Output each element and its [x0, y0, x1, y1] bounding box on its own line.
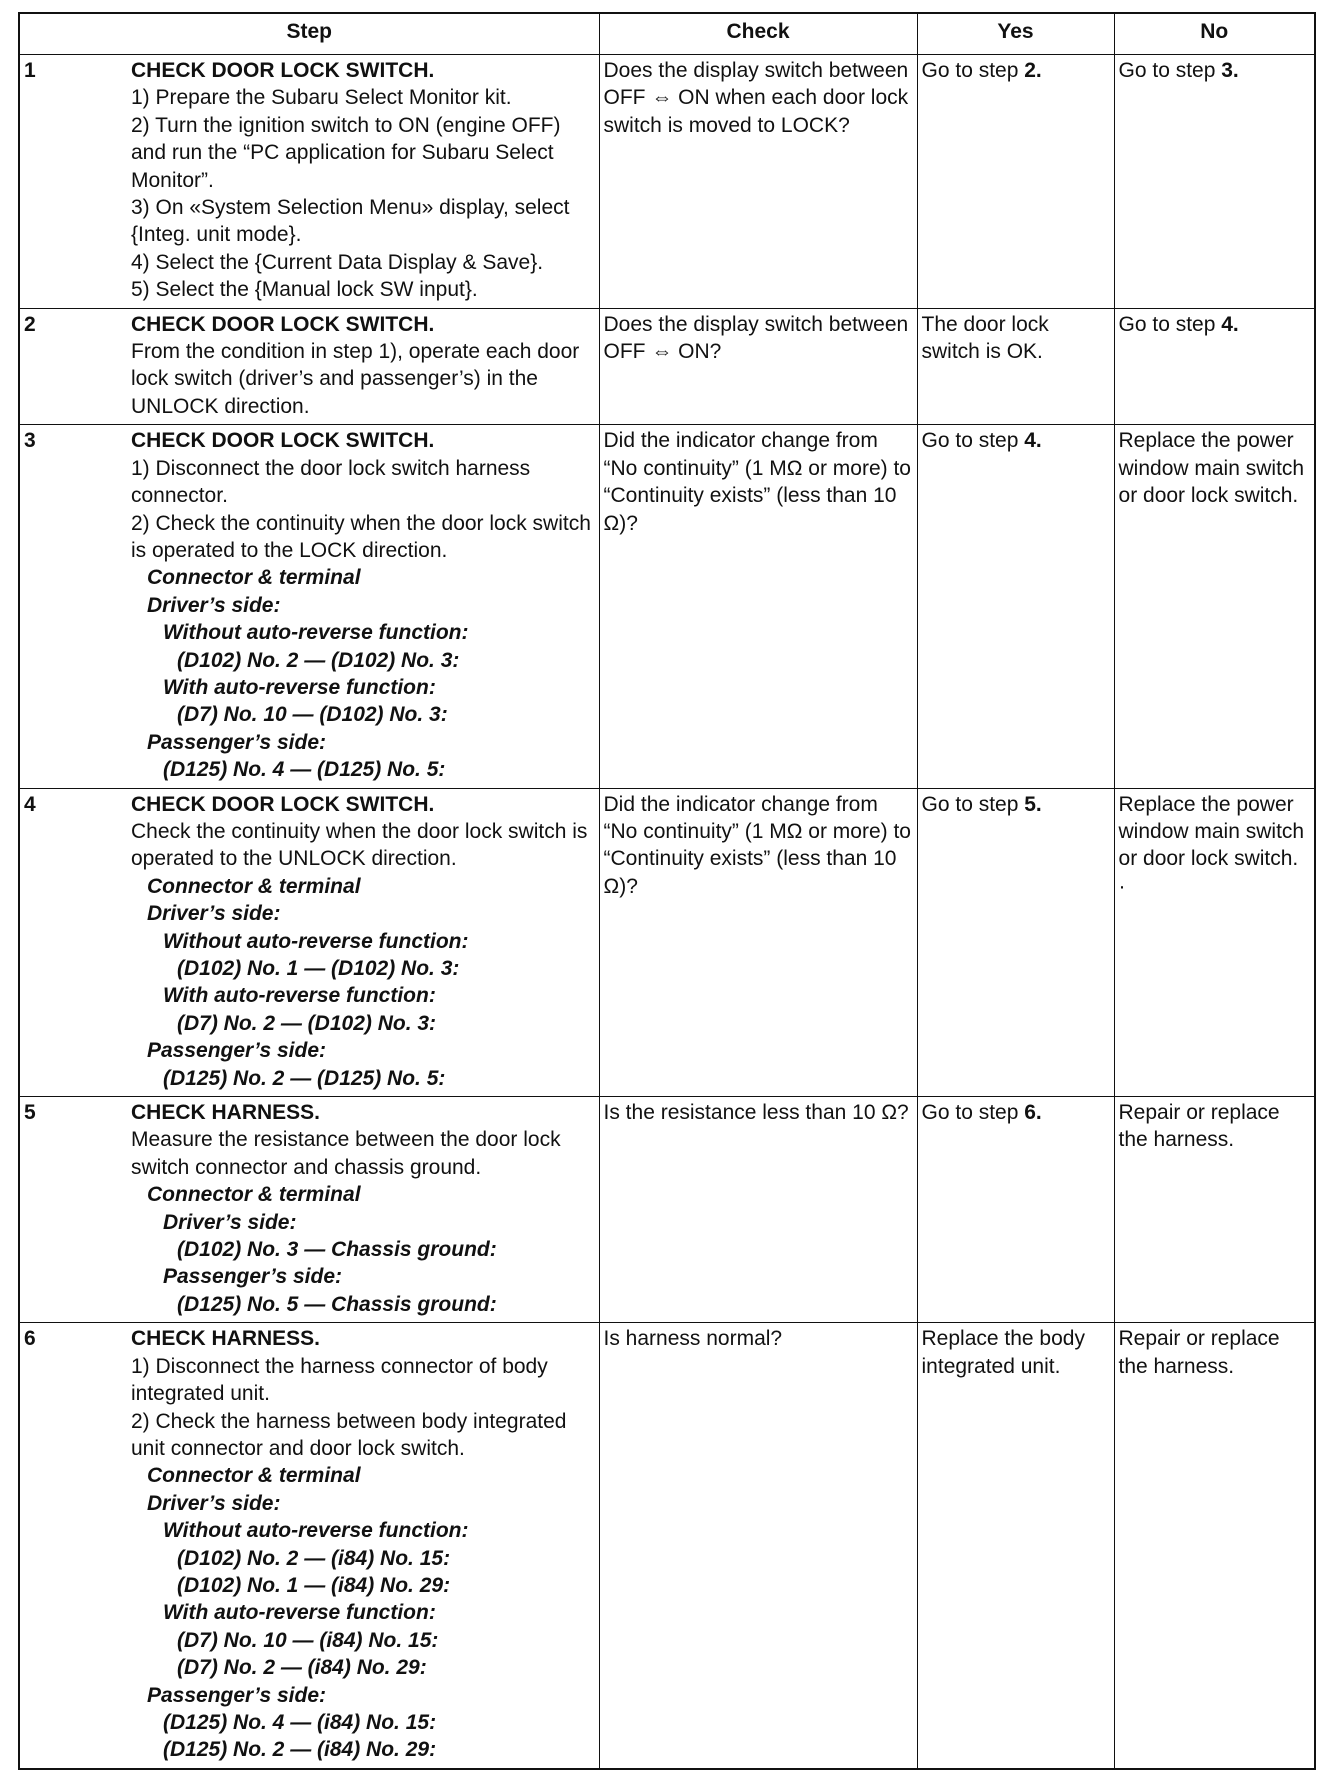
spec-line: (D125) No. 5 — Chassis ground: — [177, 1292, 497, 1316]
step-description — [127, 55, 599, 309]
step-number: 4 — [19, 788, 127, 1096]
check-cell: Is harness normal? — [599, 1323, 917, 1769]
step-number: 2 — [19, 308, 127, 425]
step-number: 6 — [19, 1323, 127, 1769]
step-title: CHECK DOOR LOCK SWITCH. — [131, 312, 435, 336]
diagnostic-table-page — [18, 12, 1314, 1762]
yes-step-ref: 5. — [1024, 792, 1042, 816]
spec-line: (D102) No. 2 — (D102) No. 3: — [177, 648, 460, 672]
step-line: 1) Prepare the Subaru Select Monitor kit. — [131, 86, 512, 110]
spec-line: Driver’s side: — [147, 593, 281, 617]
spec-line: Connector & terminal — [147, 874, 361, 898]
step-description — [127, 1097, 599, 1323]
spec-line: (D7) No. 2 — (D102) No. 3: — [177, 1011, 437, 1035]
no-cell: Replace the power window main switch or door lock switch. — [1114, 425, 1315, 788]
check-cell: Does the display switch between OFF ⇔ ON when each door lock switch is moved to LOCK? — [599, 55, 917, 309]
spec-line: (D125) No. 4 — (D125) No. 5: — [163, 758, 446, 782]
spec-line: Passenger’s side: — [147, 730, 326, 754]
step-description — [127, 308, 599, 425]
step-title: CHECK HARNESS. — [131, 1327, 321, 1351]
step-line: From the condition in step 1), operate each door lock switch (driver’s and passenger’s) in the UNLOCK direction. — [131, 340, 580, 418]
table-row — [19, 55, 1315, 309]
table-row — [19, 308, 1315, 425]
spec-line: Passenger’s side: — [147, 1683, 326, 1707]
step-line: 1) Disconnect the harness connector of body integrated unit. — [131, 1354, 548, 1406]
yes-cell — [917, 1097, 1114, 1323]
spec-line: With auto-reverse function: — [163, 675, 436, 699]
header-yes: Yes — [917, 13, 1114, 55]
header-step: Step — [19, 13, 599, 55]
yes-text: Go to step — [921, 1101, 1025, 1125]
no-cell — [1114, 308, 1315, 425]
spec-line: Driver’s side: — [147, 902, 281, 926]
spec-line: Connector & terminal — [147, 566, 361, 590]
step-line: 2) Turn the ignition switch to ON (engine OFF) and run the “PC application for Subaru Select Monitor”. — [131, 113, 561, 192]
yes-step-ref: 6. — [1024, 1101, 1042, 1125]
header-no: No — [1114, 13, 1315, 55]
spec-line: (D125) No. 4 — (i84) No. 15: — [163, 1710, 437, 1734]
step-title: CHECK DOOR LOCK SWITCH. — [131, 59, 435, 82]
no-text: Go to step — [1118, 59, 1222, 82]
yes-step-ref: 2. — [1024, 59, 1042, 82]
spec-line: (D125) No. 2 — (i84) No. 29: — [163, 1738, 437, 1762]
step-description — [127, 1323, 599, 1769]
spec-line: (D102) No. 2 — (i84) No. 15: — [177, 1546, 451, 1570]
no-step-ref: 4. — [1221, 312, 1239, 336]
spec-line: (D125) No. 2 — (D125) No. 5: — [163, 1066, 446, 1090]
yes-cell — [917, 425, 1114, 788]
step-description — [127, 788, 599, 1096]
yes-cell: Replace the body integrated unit. — [917, 1323, 1114, 1769]
spec-line: Without auto-reverse function: — [163, 1519, 469, 1543]
spec-line: (D102) No. 1 — (D102) No. 3: — [177, 957, 460, 980]
spec-line: (D7) No. 10 — (i84) No. 15: — [177, 1628, 439, 1652]
spec-line: Without auto-reverse function: — [163, 621, 469, 645]
spec-line: With auto-reverse function: — [163, 1601, 436, 1625]
step-title: CHECK DOOR LOCK SWITCH. — [131, 792, 435, 816]
step-line: 2) Check the harness between body integrated unit connector and door lock switch. — [131, 1409, 567, 1460]
spec-line: (D7) No. 10 — (D102) No. 3: — [177, 703, 448, 727]
no-cell — [1114, 55, 1315, 309]
step-line: 5) Select the {Manual lock SW input}. — [131, 278, 478, 302]
spec-line: Connector & terminal — [147, 1464, 361, 1488]
spec-line: Passenger’s side: — [163, 1265, 342, 1289]
yes-cell — [917, 55, 1114, 309]
no-text: Go to step — [1118, 312, 1222, 336]
step-title: CHECK HARNESS. — [131, 1101, 321, 1125]
table-row — [19, 425, 1315, 788]
table-row — [19, 788, 1315, 1096]
yes-text: Go to step — [921, 59, 1025, 82]
spec-line: Driver’s side: — [147, 1491, 281, 1515]
step-number: 3 — [19, 425, 127, 788]
diagnostic-table — [18, 12, 1316, 1770]
no-cell: Repair or replace the harness. — [1114, 1097, 1315, 1323]
yes-step-ref: 4. — [1024, 429, 1042, 453]
no-cell: Replace the power window main switch or door lock switch. · — [1114, 788, 1315, 1096]
check-cell: Did the indicator change from “No continuity” (1 MΩ or more) to “Continuity exists” (less than 10 Ω)? — [599, 425, 917, 788]
check-cell: Is the resistance less than 10 Ω? — [599, 1097, 917, 1323]
yes-text: Go to step — [921, 792, 1025, 816]
yes-cell: The door lock switch is OK. — [917, 308, 1114, 425]
step-number: 5 — [19, 1097, 127, 1323]
spec-line: Connector & terminal — [147, 1183, 361, 1207]
spec-line: With auto-reverse function: — [163, 984, 436, 1008]
spec-line: Without auto-reverse function: — [163, 929, 469, 953]
table-row — [19, 1323, 1315, 1769]
spec-line: (D102) No. 3 — Chassis ground: — [177, 1238, 497, 1262]
check-cell: Does the display switch between OFF ⇔ ON? — [599, 308, 917, 425]
header-row — [19, 13, 1315, 55]
step-title: CHECK DOOR LOCK SWITCH. — [131, 429, 435, 453]
check-cell: Did the indicator change from “No continuity” (1 MΩ or more) to “Continuity exists” (less than 10 Ω)? — [599, 788, 917, 1096]
no-cell: Repair or replace the harness. — [1114, 1323, 1315, 1769]
table-row — [19, 1097, 1315, 1323]
header-check: Check — [599, 13, 917, 55]
no-step-ref: 3. — [1221, 59, 1239, 82]
step-line: 2) Check the continuity when the door lock switch is operated to the LOCK direction. — [131, 511, 591, 562]
step-line: 1) Disconnect the door lock switch harness connector. — [131, 456, 531, 508]
spec-line: (D102) No. 1 — (i84) No. 29: — [177, 1573, 451, 1597]
spec-line: Driver’s side: — [163, 1210, 297, 1234]
yes-text: Go to step — [921, 429, 1025, 453]
spec-line: (D7) No. 2 — (i84) No. 29: — [177, 1656, 427, 1680]
step-line: Check the continuity when the door lock switch is operated to the UNLOCK direction. — [131, 819, 588, 871]
spec-line: Passenger’s side: — [147, 1039, 326, 1063]
step-line: 4) Select the {Current Data Display & Save}. — [131, 250, 544, 274]
step-line: 3) On «System Selection Menu» display, select {Integ. unit mode}. — [131, 196, 570, 247]
step-line: Measure the resistance between the door lock switch connector and chassis ground. — [131, 1128, 561, 1179]
step-description — [127, 425, 599, 788]
yes-cell — [917, 788, 1114, 1096]
step-number: 1 — [19, 55, 127, 309]
